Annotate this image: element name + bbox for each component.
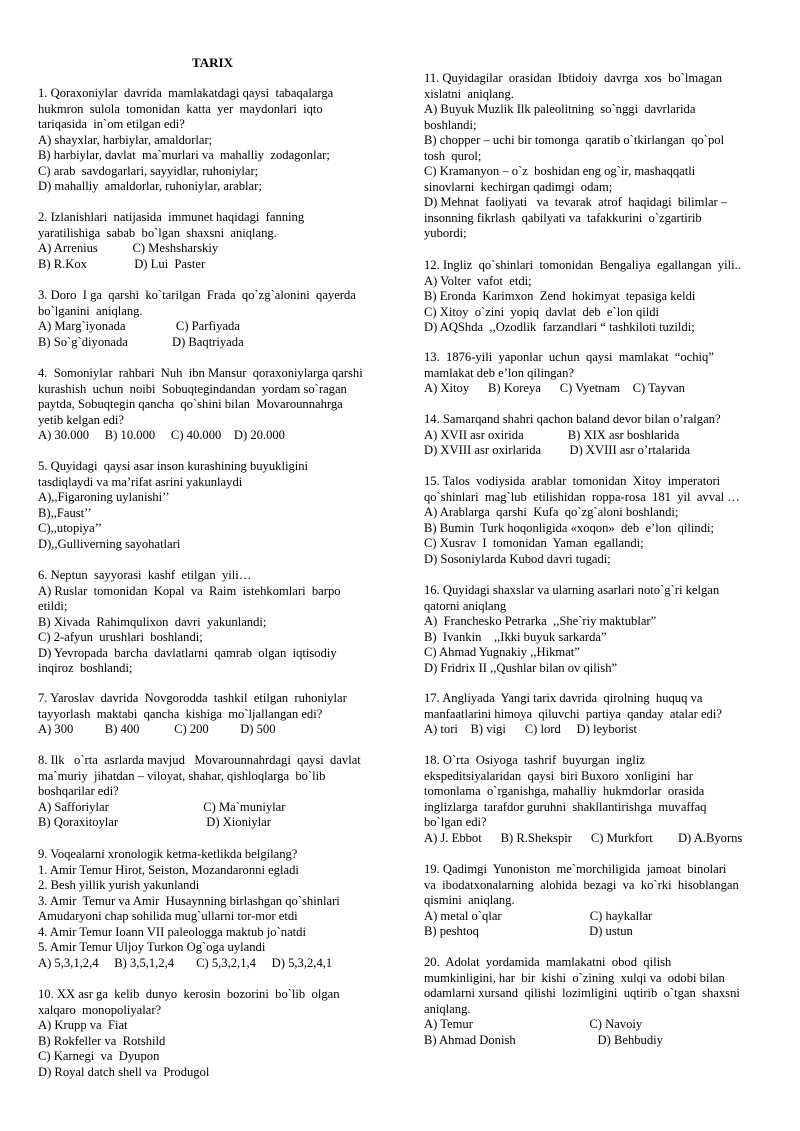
- answer-option: A) Safforiylar C) Ma`muniylar: [38, 799, 286, 814]
- question-line: tasdiqlaydi va ma’rifat asrini yakunlaydi: [38, 474, 243, 489]
- question-line: 14. Samarqand shahri qachon baland devor bilan o’ralgan?: [424, 412, 721, 426]
- answer-option: B) harbiylar, davlat ma`murlari va mahalliy zodagonlar;: [38, 148, 330, 162]
- question-line: manfaatlarini himoya qiluvchi partiya qanday atalar edi?: [424, 706, 722, 721]
- answer-option: A) Krupp va Fiat: [38, 1018, 128, 1032]
- answer-option: C) Kramanyon – o`z boshidan eng og`ir, mashaqqatli: [424, 164, 696, 178]
- answer-option: D) Royal datch shell va Produgol: [38, 1064, 210, 1079]
- answer-option: D) Mehnat faoliyati va tevarak atrof haqidagi bilimlar –: [424, 195, 728, 209]
- question-line: 5. Amir Temur Uljoy Turkon Og`oga uylandi: [38, 940, 266, 954]
- answer-option: B) chopper – uchi bir tomonga qaratib o`tkirlangan qo`pol: [424, 133, 725, 147]
- question-line: xalqaro monopoliyalar?: [38, 1002, 162, 1017]
- answer-option: C) Xitoy o`zini yopiq davlat deb e`lon qildi: [424, 304, 660, 319]
- answer-option: A) Xitoy B) Koreya C) Vyetnam C) Tayvan: [424, 381, 685, 395]
- answer-option: C) arab savdogarlari, sayyidlar, ruhoniylar;: [38, 163, 259, 178]
- answer-option: A) Volter vafot etdi;: [424, 273, 532, 288]
- question-14: [424, 412, 764, 459]
- answer-option: D) AQShda ,,Ozodlik farzandlari “ tashkiloti tuzildi;: [424, 320, 695, 334]
- answer-option: D) Fridrix II ,,Qushlar bilan ov qilish”: [424, 660, 618, 675]
- question-line: 13. 1876-yili yaponlar uchun qaysi mamlakat “ochiq”: [424, 350, 714, 364]
- answer-option: B) Rokfeller va Rotshild: [38, 1033, 166, 1048]
- answer-option: D),,Gulliverning sayohatlari: [38, 536, 181, 551]
- answer-option: A) Franchesko Petrarka ,,She`riy maktublar”: [424, 614, 657, 628]
- question-line: yaratilishiga sabab bo`lgan shaxsni aniqlang.: [38, 225, 277, 240]
- answer-option: insonning fikrlash qabilyati va tafakkurini o`zgartirib: [424, 210, 702, 225]
- question-line: yetib kelgan edi?: [38, 412, 125, 427]
- question-7: [38, 691, 383, 738]
- answer-option: A) 5,3,1,2,4 B) 3,5,1,2,4 C) 5,3,2,1,4 D) 5,3,2,4,1: [38, 955, 333, 970]
- answer-option: C),,utopiya’’: [38, 521, 103, 535]
- question-2: [38, 210, 383, 272]
- answer-option: A) Marg`iyonada C) Parfiyada: [38, 319, 240, 333]
- question-line: va ibodatxonalarning alohida bezagi va ko`rki hisoblangan: [424, 877, 739, 892]
- answer-option: B) So`g`diyonada D) Baqtriyada: [38, 334, 244, 349]
- question-line: 12. Ingliz qo`shinlari tomonidan Bengaliya egallangan yili..: [424, 258, 741, 272]
- answer-option: inqiroz boshlandi;: [38, 661, 133, 675]
- answer-option: B) Ahmad Donish D) Behbudiy: [424, 1032, 663, 1047]
- answer-option: boshlandi;: [424, 117, 477, 132]
- question-line: tayyorlash maktabi qancha kishiga mo`ljallangan edi?: [38, 706, 323, 721]
- question-line: 4. Amir Temur Ioann VII paleologga maktub jo`natdi: [38, 924, 306, 939]
- question-line: 9. Voqealarni xronologik ketma-ketlikda belgilang?: [38, 847, 298, 861]
- question-3: [38, 288, 383, 350]
- question-15: [424, 474, 764, 567]
- question-line: 6. Neptun sayyorasi kashf etilgan yili…: [38, 568, 252, 582]
- answer-option: C) Xusrav I tomonidan Yaman egallandi;: [424, 536, 644, 550]
- answer-option: B) Ivankin ,,Ikki buyuk sarkarda”: [424, 629, 607, 644]
- question-line: 1. Amir Temur Hirot, Seiston, Mozandaronni egladi: [38, 862, 299, 877]
- answer-option: A) Ruslar tomonidan Kopal va Raim istehkomlari barpo: [38, 583, 341, 598]
- answer-option: sinovlarni kechirgan qadimgi odam;: [424, 179, 613, 194]
- question-line: paytda, Sobuqtegin qancha qo`shini bilan Movarounnahrga: [38, 397, 343, 411]
- answer-option: D) Sosoniylarda Kubod davri tugadi;: [424, 551, 611, 566]
- answer-option: A) 300 B) 400 C) 200 D) 500: [38, 722, 276, 736]
- question-4: [38, 366, 383, 444]
- answer-option: B) Eronda Karimxon Zend hokimyat tepasiga keldi: [424, 289, 696, 303]
- question-line: Amudaryoni chap sohilida mug`ullarni tor-mor etdi: [38, 909, 298, 923]
- question-19: [424, 862, 764, 940]
- answer-option: C) Karnegi va Dyupon: [38, 1049, 160, 1063]
- answer-option: B) peshtoq D) ustun: [424, 924, 633, 938]
- answer-option: A) XVII asr oxirida B) XIX asr boshlarida: [424, 427, 680, 442]
- question-line: 4. Somoniylar rahbari Nuh ibn Mansur qoraxoniylarga qarshi: [38, 366, 363, 380]
- question-line: 19. Qadimgi Yunoniston me`morchiligida jamoat binolari: [424, 862, 727, 876]
- question-line: boshqarilar edi?: [38, 784, 119, 798]
- question-line: xislatni aniqlang.: [424, 86, 514, 101]
- question-10: [38, 987, 383, 1080]
- question-6: [38, 568, 383, 677]
- question-line: mamlakat deb e’lon qilingan?: [424, 365, 575, 380]
- answer-option: D) XVIII asr oxirlarida D) XVIII asr o’rtalarida: [424, 443, 691, 457]
- question-line: 16. Quyidagi shaxslar va ularning asarlari noto`g`ri kelgan: [424, 583, 720, 597]
- answer-option: yubordi;: [424, 226, 467, 240]
- question-line: ekspeditsiyalaridan qaysi biri Buxoro xonligini har: [424, 768, 693, 783]
- answer-option: A) metal o`qlar C) haykallar: [424, 908, 653, 923]
- answer-option: A) Buyuk Muzlik Ilk paleolitning so`nggi davrlarida: [424, 102, 696, 116]
- question-line: qismini aniqlang.: [424, 893, 515, 907]
- answer-option: C) Ahmad Yugnakiy ,,Hikmat”: [424, 645, 580, 659]
- question-line: qo`shinlari mag`lub etilishidan roppa-rosa 181 yil avval …: [424, 489, 740, 504]
- question-line: 3. Amir Temur va Amir Husaynning birlashgan qo`shinlari: [38, 893, 340, 908]
- question-line: 1. Qoraxoniylar davrida mamlakatdagi qaysi tabaqalarga: [38, 86, 334, 100]
- question-line: kurashish uchun noibi Sobuqtegindandan yordam so`ragan: [38, 381, 347, 396]
- answer-option: etildi;: [38, 599, 68, 613]
- question-line: aniqlang.: [424, 1001, 471, 1016]
- answer-option: D) Yevropada barcha davlatlarni qamrab olgan iqtisodiy: [38, 645, 337, 660]
- answer-option: A) Temur C) Navoiy: [424, 1017, 643, 1031]
- question-line: odamlarni xursand qilishi lozimligini uqtirib o`tgan shaxsni: [424, 986, 740, 1000]
- answer-option: A) tori B) vigi C) lord D) leyborist: [424, 722, 638, 736]
- question-line: mumkinligini, har bir kishi o`zining xulqi va odobi bilan: [424, 970, 725, 985]
- answer-option: C) 2-afyun urushlari boshlandi;: [38, 630, 203, 644]
- page-title: TARIX: [192, 55, 233, 70]
- question-17: [424, 691, 764, 738]
- question-line: 2. Besh yillik yurish yakunlandi: [38, 878, 200, 892]
- question-line: 8. Ilk o`rta asrlarda mavjud Movarounnahrdagi qaysi davlat: [38, 753, 361, 767]
- question-line: hukmron sulola tomonidan katta yer maydonlari iqto: [38, 101, 323, 116]
- question-line: 7. Yaroslav davrida Novgorodda tashkil etilgan ruhoniylar: [38, 691, 347, 705]
- question-line: bo`lgan edi?: [424, 815, 487, 829]
- question-line: 5. Quyidagi qaysi asar inson kurashining buyukligini: [38, 459, 309, 473]
- question-1: [38, 86, 383, 195]
- question-line: 10. XX asr ga kelib dunyo kerosin bozorini bo`lib olgan: [38, 987, 340, 1001]
- question-20: [424, 955, 764, 1048]
- question-line: 20. Adolat yordamida mamlakatni obod qilish: [424, 955, 672, 969]
- question-line: 15. Talos vodiysida arablar tomonidan Xitoy imperatori: [424, 474, 721, 488]
- answer-option: B) Qoraxitoylar D) Xioniylar: [38, 815, 271, 829]
- answer-option: A) shayxlar, harbiylar, amaldorlar;: [38, 132, 213, 147]
- question-line: inglizlarga tarafdor guruhni shakllantirishga muvaffaq: [424, 799, 707, 814]
- question-9: [38, 847, 383, 971]
- answer-option: B),,Faust’’: [38, 505, 92, 520]
- question-8: [38, 753, 383, 831]
- question-line: tariqasida in`om etilgan edi?: [38, 117, 185, 131]
- question-16: [424, 583, 764, 676]
- answer-option: D) mahalliy amaldorlar, ruhoniylar, arablar;: [38, 179, 262, 193]
- answer-option: A) Arrenius C) Meshsharskiy: [38, 241, 219, 255]
- question-line: 3. Doro I ga qarshi ko`tarilgan Frada qo`zg`alonini qayerda: [38, 288, 356, 302]
- answer-option: A) 30.000 B) 10.000 C) 40.000 D) 20.000: [38, 428, 285, 442]
- question-12: [424, 258, 764, 336]
- question-line: qatorni aniqlang: [424, 598, 507, 613]
- question-line: 11. Quyidagilar orasidan Ibtidoiy davrga xos bo`lmagan: [424, 71, 722, 85]
- answer-option: A),,Figaroning uylanishi’’: [38, 490, 170, 504]
- question-line: 18. O`rta Osiyoga tashrif buyurgan ingliz: [424, 753, 645, 767]
- question-line: ma`muriy jihatdan – viloyat, shahar, qishloqlarga bo`lib: [38, 768, 326, 783]
- question-line: tomonlama o`rganishga, mahalliy hukmdorlar orasida: [424, 784, 705, 798]
- question-18: [424, 753, 764, 846]
- answer-option: tosh qurol;: [424, 148, 482, 163]
- answer-option: B) Bumin Turk hoqonligida «xoqon» deb e’lon qilindi;: [424, 520, 715, 535]
- question-11: [424, 71, 764, 242]
- question-line: 2. Izlanishlari natijasida immunet haqidagi fanning: [38, 210, 305, 224]
- answer-option: A) J. Ebbot B) R.Shekspir C) Murkfort D) A.Byorns: [424, 830, 743, 845]
- question-5: [38, 459, 383, 552]
- question-line: 17. Angliyada Yangi tarix davrida qirolning huquq va: [424, 691, 703, 705]
- answer-option: B) R.Kox D) Lui Paster: [38, 256, 206, 271]
- answer-option: B) Xivada Rahimqulixon davri yakunlandi;: [38, 614, 267, 629]
- question-line: bo`lganini aniqlang.: [38, 303, 143, 318]
- question-13: [424, 350, 764, 397]
- answer-option: A) Arablarga qarshi Kufa qo`zg`aloni boshlandi;: [424, 505, 679, 519]
